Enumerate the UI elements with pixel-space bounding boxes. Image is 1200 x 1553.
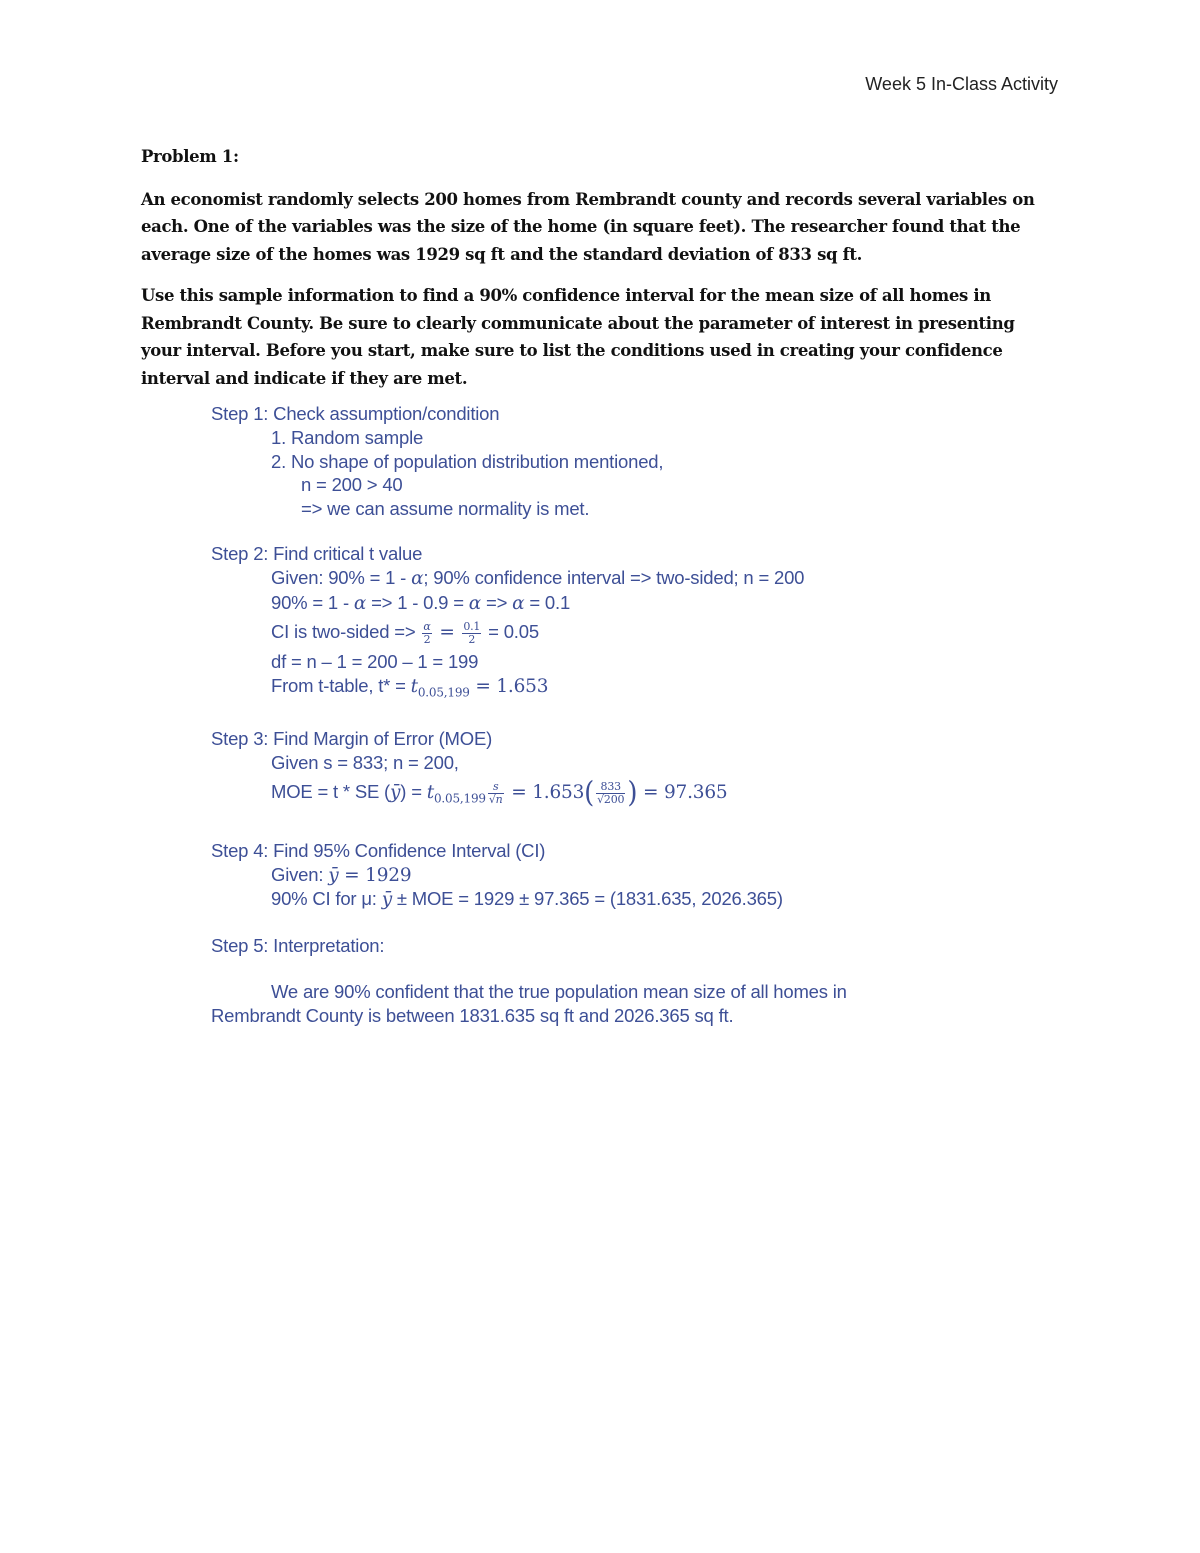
step-4-line-1-text-a: Given: bbox=[271, 863, 329, 885]
t-symbol: t bbox=[410, 675, 418, 697]
step-4-title: Step 4: Find 95% Confidence Interval (CI) bbox=[211, 839, 546, 861]
step-2-line-2-text-c: => bbox=[481, 591, 513, 613]
step-2-line-3 bbox=[211, 615, 931, 650]
step-2-line-1-text-b: ; 90% confidence interval => two-sided; n = 200 bbox=[423, 567, 805, 588]
step-1-title: Step 1: Check assumption/condition bbox=[211, 403, 500, 424]
fraction-numerator: 833 bbox=[596, 781, 625, 794]
step-2-line-5-text-a: From t-table, t* = bbox=[271, 674, 411, 696]
problem-paragraph-2: Use this sample information to find a 90% confidence interval for the mean size of all homes in Rembrandt County. Be sure to clearly communicate about the parameter of interest in presenting your interval. Before you start, make sure to list the conditions used in creating your confidence interval and indicate if they are met. bbox=[141, 286, 1015, 388]
step-2-line-5 bbox=[211, 674, 931, 705]
point-one-over-2-fraction bbox=[462, 621, 481, 646]
t-subscript: 0.05,199 bbox=[433, 791, 486, 806]
step-2-line-1-text-a: Given: 90% = 1 - bbox=[271, 567, 412, 588]
fraction-numerator: α bbox=[423, 619, 431, 633]
step-5-line-1: We are 90% confident that the true population mean size of all homes in bbox=[271, 980, 847, 1002]
833-over-root-200-fraction bbox=[596, 781, 625, 806]
step-3-line-2 bbox=[211, 774, 931, 817]
problem-paragraph-1: An economist randomly selects 200 homes from Rembrandt county and records several variables on each. One of the variables was the size of the home (in square feet). The researcher found that the average size of the homes was 1929 sq ft and the standard deviation of 833 sq ft. bbox=[141, 189, 1035, 264]
step-2-line-3-text-a: CI is two-sided => bbox=[271, 621, 421, 642]
step-2-line-2-text-d: = 0.1 bbox=[524, 591, 571, 613]
right-parenthesis: ) bbox=[627, 776, 638, 810]
step-5-line-2: Rembrandt County is between 1831.635 sq ft and 2026.365 sq ft. bbox=[211, 1004, 734, 1026]
step-3-line-2-text-d: = 97.365 bbox=[637, 782, 728, 804]
step-2-line-2 bbox=[211, 591, 931, 616]
problem-statement bbox=[141, 143, 1046, 406]
equals-sign: = bbox=[433, 622, 461, 643]
step-2-line-2-text-b: => 1 - 0.9 = bbox=[366, 591, 469, 613]
step-3-title: Step 3: Find Margin of Error (MOE) bbox=[211, 727, 493, 749]
step-3-line-2-text-c: = 1.653 bbox=[505, 782, 585, 804]
y-bar-symbol: ȳ bbox=[390, 782, 401, 804]
solution-steps bbox=[211, 402, 931, 1050]
alpha-symbol: α bbox=[512, 592, 525, 614]
alpha-symbol: α bbox=[411, 568, 424, 589]
alpha-symbol: α bbox=[353, 592, 367, 614]
s-over-root-n-fraction bbox=[488, 781, 504, 806]
fraction-denominator: √200 bbox=[597, 792, 625, 806]
step-1-item-2a: n = 200 > 40 bbox=[301, 474, 403, 495]
y-bar-symbol: ȳ bbox=[381, 889, 392, 911]
step-5-title: Step 5: Interpretation: bbox=[211, 934, 385, 956]
step-1 bbox=[211, 402, 931, 520]
step-2-line-2-text-a: 90% = 1 - bbox=[271, 591, 354, 613]
step-3-line-2-text-b: ) = bbox=[400, 781, 427, 803]
step-2-line-4: df = n – 1 = 200 – 1 = 199 bbox=[271, 651, 479, 672]
fraction-denominator: 2 bbox=[468, 632, 476, 646]
step-1-item-2b: => we can assume normality is met. bbox=[301, 497, 590, 519]
step-2-line-3-text-b: = 0.05 bbox=[483, 621, 539, 642]
t-symbol: t bbox=[426, 782, 434, 804]
t-subscript: 0.05,199 bbox=[417, 685, 470, 700]
step-2-line-1 bbox=[211, 566, 931, 591]
alpha-over-2-fraction bbox=[422, 621, 431, 646]
fraction-numerator: s bbox=[488, 781, 504, 794]
step-4-line-2 bbox=[211, 887, 931, 912]
left-parenthesis: ( bbox=[584, 776, 595, 810]
y-bar-symbol: ȳ bbox=[328, 864, 339, 886]
step-4-line-2-text-b: ± MOE = 1929 ± 97.365 = (1831.635, 2026.365) bbox=[391, 888, 783, 910]
step-4-line-2-text-a: 90% CI for μ: bbox=[271, 888, 382, 910]
step-2-title: Step 2: Find critical t value bbox=[211, 543, 423, 564]
step-1-item-1: 1. Random sample bbox=[271, 427, 424, 448]
fraction-denominator: √n bbox=[488, 792, 503, 806]
problem-title: Problem 1: bbox=[141, 147, 239, 166]
step-5 bbox=[211, 934, 931, 1028]
fraction-numerator: 0.1 bbox=[463, 619, 481, 633]
fraction-denominator: 2 bbox=[423, 632, 431, 646]
step-3 bbox=[211, 727, 931, 817]
step-1-item-2: 2. No shape of population distribution mentioned, bbox=[271, 450, 664, 472]
step-2-line-5-text-b: = 1.653 bbox=[469, 675, 549, 697]
page-header-note: Week 5 In-Class Activity bbox=[865, 74, 1058, 94]
step-3-line-2-text-a: MOE = t * SE ( bbox=[271, 781, 391, 803]
step-4-line-1-text-b: = 1929 bbox=[338, 864, 412, 886]
step-2 bbox=[211, 542, 931, 705]
alpha-symbol: α bbox=[468, 592, 482, 614]
step-4 bbox=[211, 839, 931, 912]
step-3-line-1: Given s = 833; n = 200, bbox=[271, 751, 459, 773]
step-4-line-1 bbox=[211, 863, 931, 888]
